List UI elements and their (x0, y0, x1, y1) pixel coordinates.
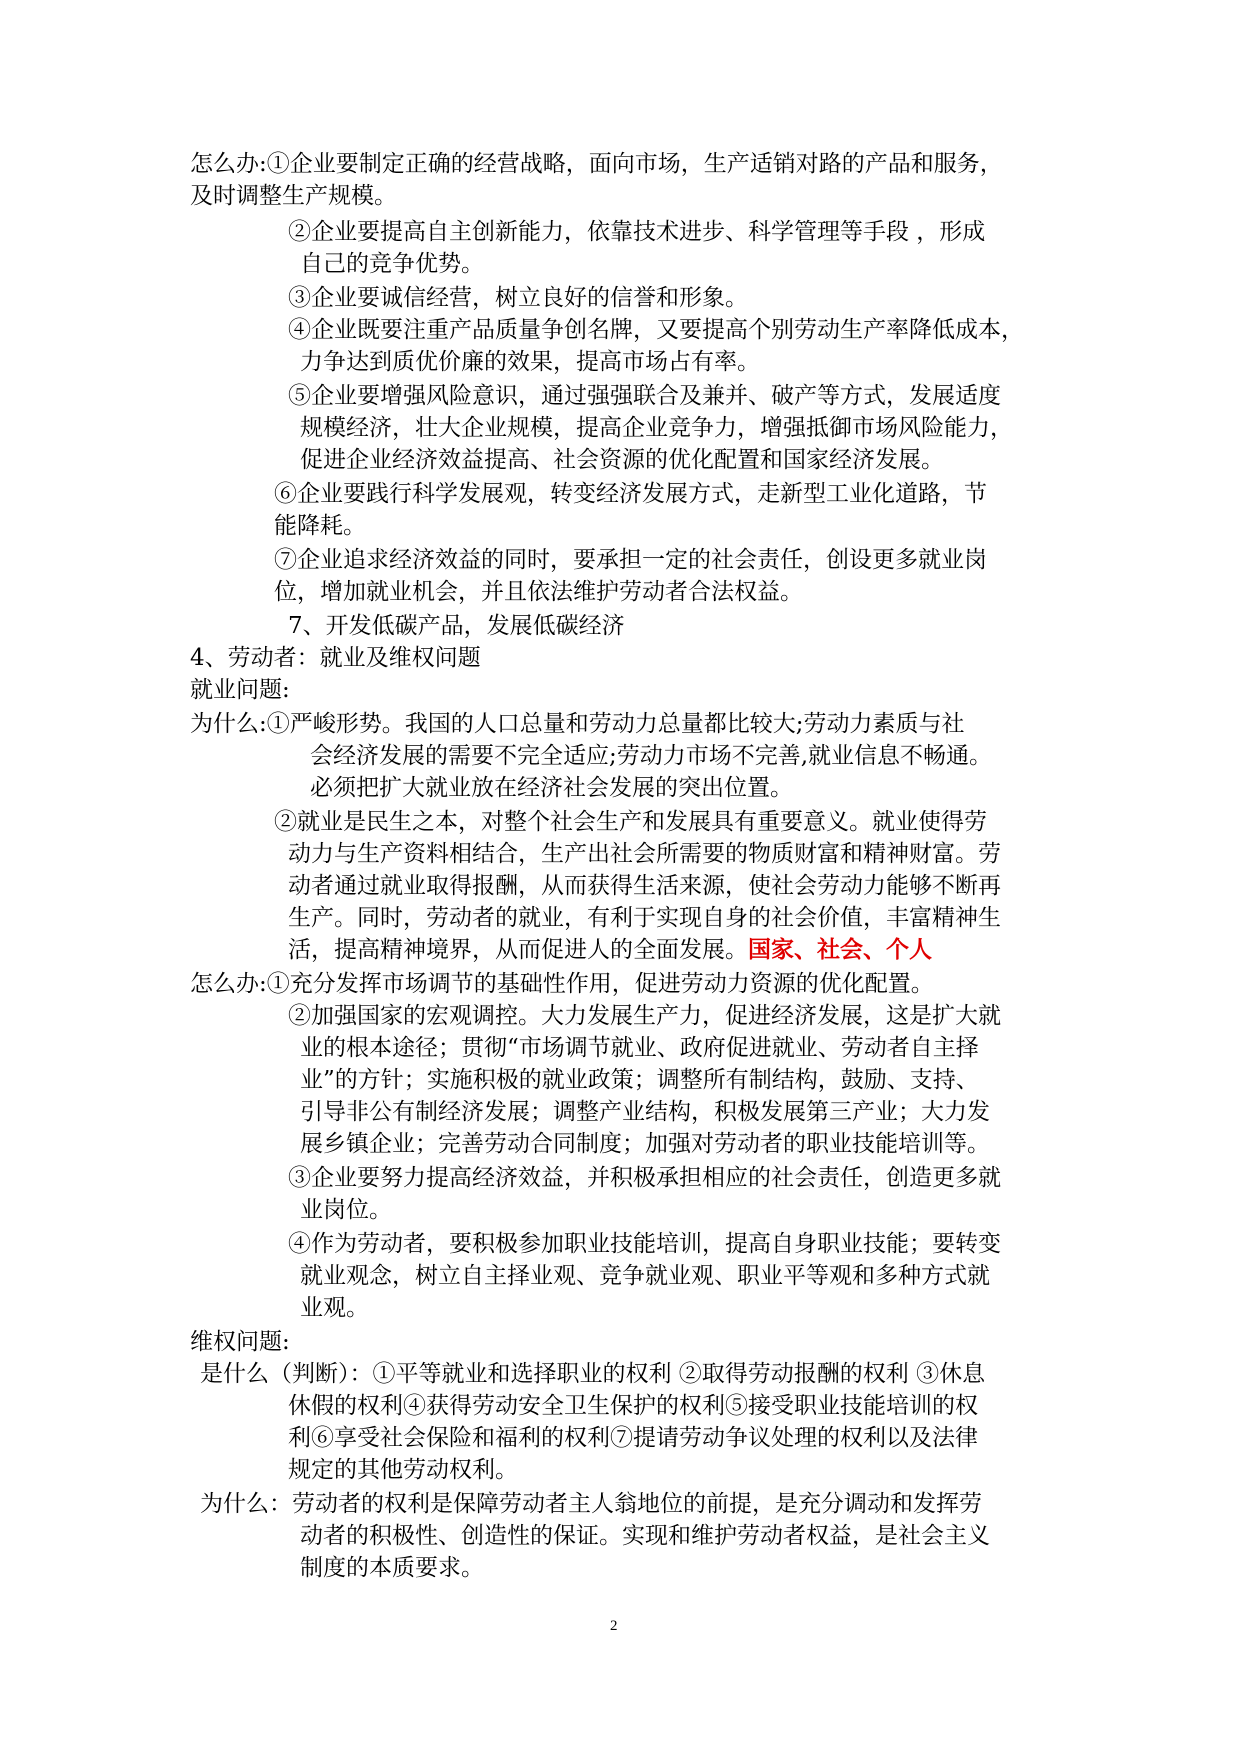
text-line: 利⑥享受社会保险和福利的权利⑦提请劳动争议处理的权利以及法律 (288, 1425, 978, 1451)
text-line: 动力与生产资料相结合，生产出社会所需要的物质财富和精神财富。劳 (288, 841, 1001, 867)
text-line: ④作为劳动者，要积极参加职业技能培训，提高自身职业技能；要转变 (288, 1231, 1001, 1257)
text-line: 规模经济，壮大企业规模，提高企业竞争力，增强抵御市场风险能力， (300, 415, 1013, 441)
text-line: 休假的权利④获得劳动安全卫生保护的权利⑤接受职业技能培训的权 (288, 1393, 978, 1419)
text-line: 是什么（判断）：①平等就业和选择职业的权利 ②取得劳动报酬的权利 ③休息 (200, 1361, 986, 1387)
text-line: ④企业既要注重产品质量争创名牌，又要提高个别劳动生产率降低成本， (288, 317, 1024, 343)
text-line: 自己的竞争优势。 (300, 251, 484, 277)
text-line: 力争达到质优价廉的效果，提高市场占有率。 (300, 349, 760, 375)
text-line: 怎么办:①充分发挥市场调节的基础性作用，促进劳动力资源的优化配置。 (190, 971, 934, 997)
text-line: ⑤企业要增强风险意识，通过强强联合及兼并、破产等方式，发展适度 (288, 383, 1001, 409)
text-line: ③企业要努力提高经济效益，并积极承担相应的社会责任，创造更多就 (288, 1165, 1001, 1191)
text-line: 怎么办:①企业要制定正确的经营战略，面向市场，生产适销对路的产品和服务， (190, 151, 1003, 177)
text-line: 动者通过就业取得报酬，从而获得生活来源，使社会劳动力能够不断再 (288, 873, 1001, 899)
text-line: 展乡镇企业；完善劳动合同制度；加强对劳动者的职业技能培训等。 (300, 1131, 990, 1157)
text-line: 业岗位。 (300, 1197, 392, 1223)
text-line: 引导非公有制经济发展；调整产业结构，积极发展第三产业；大力发 (300, 1099, 990, 1125)
text-line: 必须把扩大就业放在经济社会发展的突出位置。 (310, 775, 793, 801)
text-line: 为什么:①严峻形势。我国的人口总量和劳动力总量都比较大;劳动力素质与社 (190, 711, 965, 737)
text-line: ③企业要诚信经营，树立良好的信誉和形象。 (288, 285, 748, 311)
highlight-text: 国家、社会、个人 (748, 937, 932, 963)
text-line: 动者的积极性、创造性的保证。实现和维护劳动者权益，是社会主义 (300, 1523, 990, 1549)
text-line: 制度的本质要求。 (300, 1555, 484, 1581)
text-line: 促进企业经济效益提高、社会资源的优化配置和国家经济发展。 (300, 447, 944, 473)
subheading: 就业问题: (190, 677, 290, 703)
text-line: 规定的其他劳动权利。 (288, 1457, 518, 1483)
page-number: 2 (610, 1618, 618, 1634)
text-line: ⑥企业要践行科学发展观，转变经济发展方式，走新型工业化道路，节 (274, 481, 987, 507)
text-line: 业观。 (300, 1295, 369, 1321)
text-line: 为什么：劳动者的权利是保障劳动者主人翁地位的前提，是充分调动和发挥劳 (200, 1491, 982, 1517)
section-heading: 4、劳动者：就业及维权问题 (190, 645, 481, 671)
text-line (288, 934, 932, 966)
text-line: 及时调整生产规模。 (190, 183, 397, 209)
text-line: ②企业要提高自主创新能力，依靠技术进步、科学管理等手段 ，形成 (288, 219, 986, 245)
text-line: ⑦企业追求经济效益的同时，要承担一定的社会责任，创设更多就业岗 (274, 547, 987, 573)
text-line: 业”的方针；实施积极的就业政策；调整所有制结构，鼓励、支持、 (300, 1067, 979, 1093)
text-line: ②就业是民生之本，对整个社会生产和发展具有重要意义。就业使得劳 (274, 809, 987, 835)
text-line: 会经济发展的需要不完全适应;劳动力市场不完善,就业信息不畅通。 (310, 743, 993, 769)
text-line: 位，增加就业机会，并且依法维护劳动者合法权益。 (274, 579, 803, 605)
text-line: 能降耗。 (274, 513, 366, 539)
text-line: 业的根本途径；贯彻“市场调节就业、政府促进就业、劳动者自主择 (300, 1035, 979, 1061)
text-segment: 活，提高精神境界，从而促进人的全面发展。 (288, 937, 748, 963)
text-line: 就业观念，树立自主择业观、竞争就业观、职业平等观和多种方式就 (300, 1263, 990, 1289)
text-line: 生产。同时，劳动者的就业，有利于实现自身的社会价值，丰富精神生 (288, 905, 1001, 931)
subheading: 维权问题: (190, 1329, 290, 1355)
text-line: ②加强国家的宏观调控。大力发展生产力，促进经济发展，这是扩大就 (288, 1003, 1001, 1029)
text-line: 7、开发低碳产品，发展低碳经济 (288, 613, 625, 639)
